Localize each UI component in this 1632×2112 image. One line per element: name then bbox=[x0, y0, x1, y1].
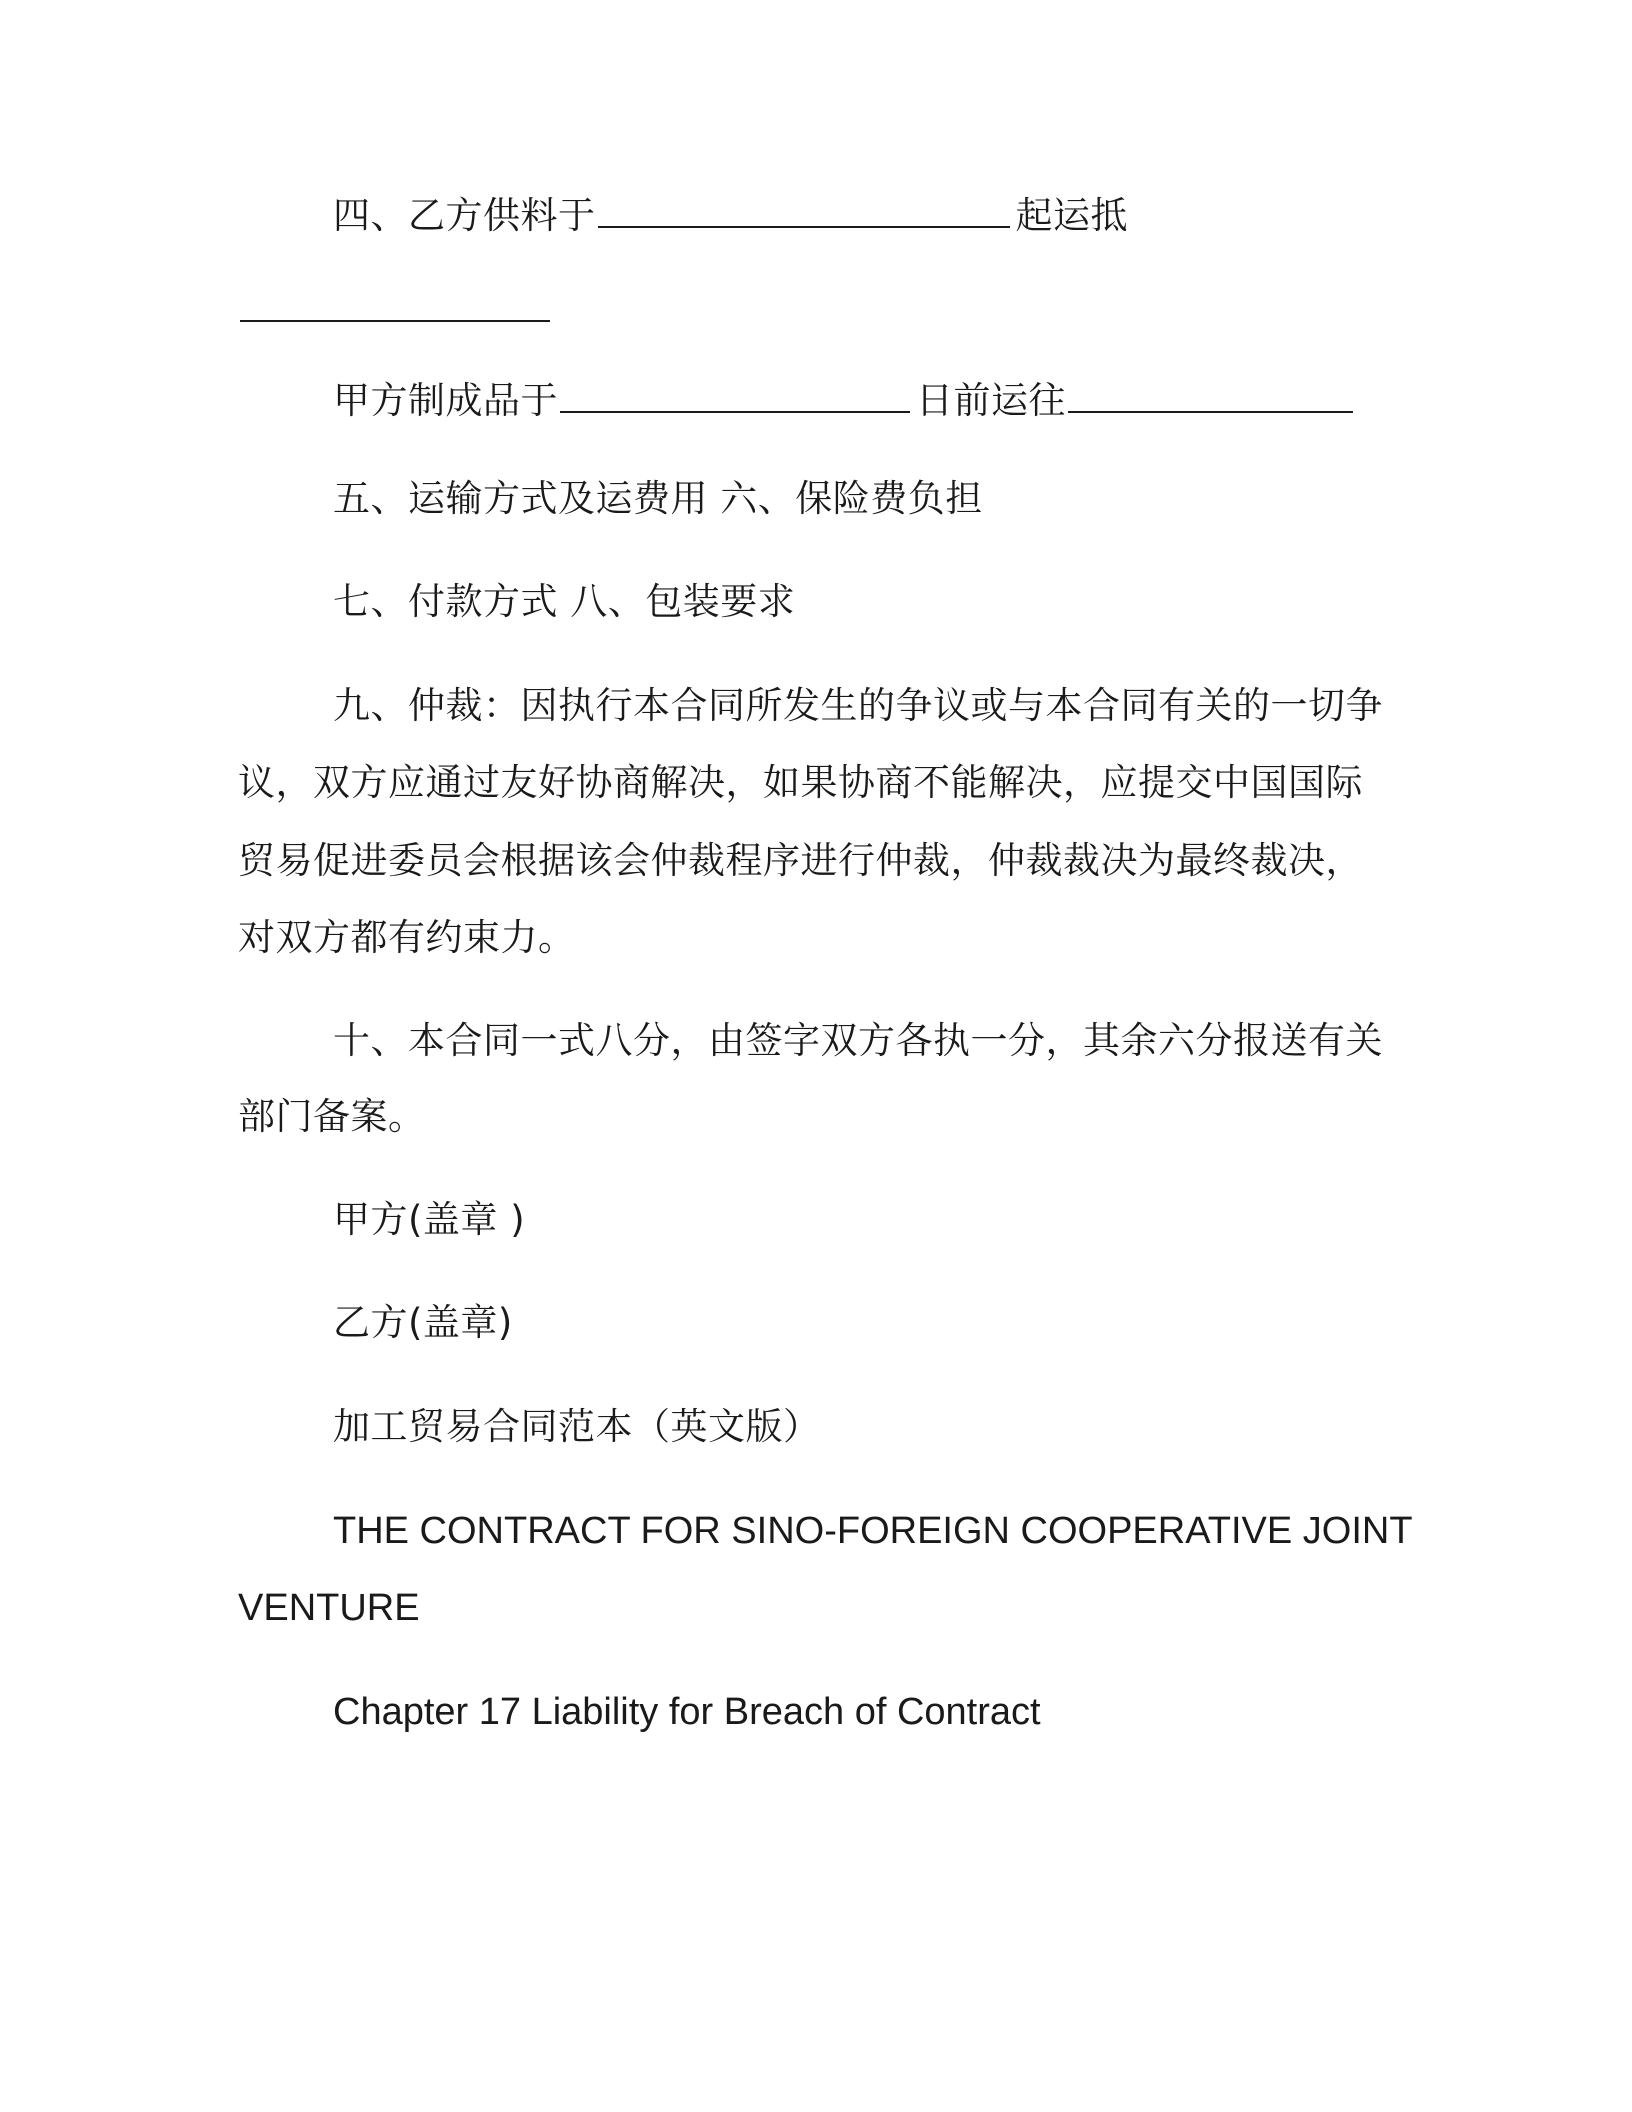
clause-9-line-4: 对双方都有约束力。 bbox=[238, 916, 576, 959]
fill-in-blank bbox=[240, 290, 550, 322]
clause-4-line-3 bbox=[333, 378, 1359, 424]
party-a-seal: 甲方(盖章 ) bbox=[333, 1198, 526, 1241]
clause-4-line-2 bbox=[238, 287, 556, 333]
clause-4-prefix: 四、乙方供料于 bbox=[333, 194, 596, 237]
clause-4-cont-mid: 日前运往 bbox=[916, 379, 1066, 422]
clause-9-line-2: 议，双方应通过友好协商解决，如果协商不能解决，应提交中国国际 bbox=[238, 761, 1363, 804]
clause-9-line-3: 贸易促进委员会根据该会仲裁程序进行仲裁，仲裁裁决为最终裁决， bbox=[238, 839, 1363, 882]
clause-5-6: 五、运输方式及运费用 六、保险费负担 bbox=[333, 477, 983, 520]
clause-7-8: 七、付款方式 八、包装要求 bbox=[333, 580, 796, 623]
english-title-line-2: VENTURE bbox=[238, 1587, 420, 1629]
english-title-line-1: THE CONTRACT FOR SINO-FOREIGN COOPERATIVE JOINT bbox=[333, 1510, 1413, 1552]
clause-4-line-1 bbox=[333, 193, 1128, 239]
fill-in-blank bbox=[598, 196, 1010, 228]
fill-in-blank bbox=[560, 381, 910, 413]
clause-9-line-1: 九、仲裁：因执行本合同所发生的争议或与本合同有关的一切争 bbox=[333, 684, 1383, 727]
clause-10-line-1: 十、本合同一式八分，由签字双方各执一分，其余六分报送有关 bbox=[333, 1019, 1383, 1062]
party-b-seal: 乙方(盖章) bbox=[333, 1301, 513, 1344]
clause-10-line-2: 部门备案。 bbox=[238, 1095, 426, 1138]
chapter-heading: Chapter 17 Liability for Breach of Contract bbox=[333, 1691, 1041, 1733]
clause-4-cont: 甲方制成品于 bbox=[333, 379, 558, 422]
clause-4-suffix: 起运抵 bbox=[1015, 194, 1128, 237]
english-version-heading: 加工贸易合同范本（英文版） bbox=[333, 1405, 821, 1448]
fill-in-blank bbox=[1068, 381, 1353, 413]
